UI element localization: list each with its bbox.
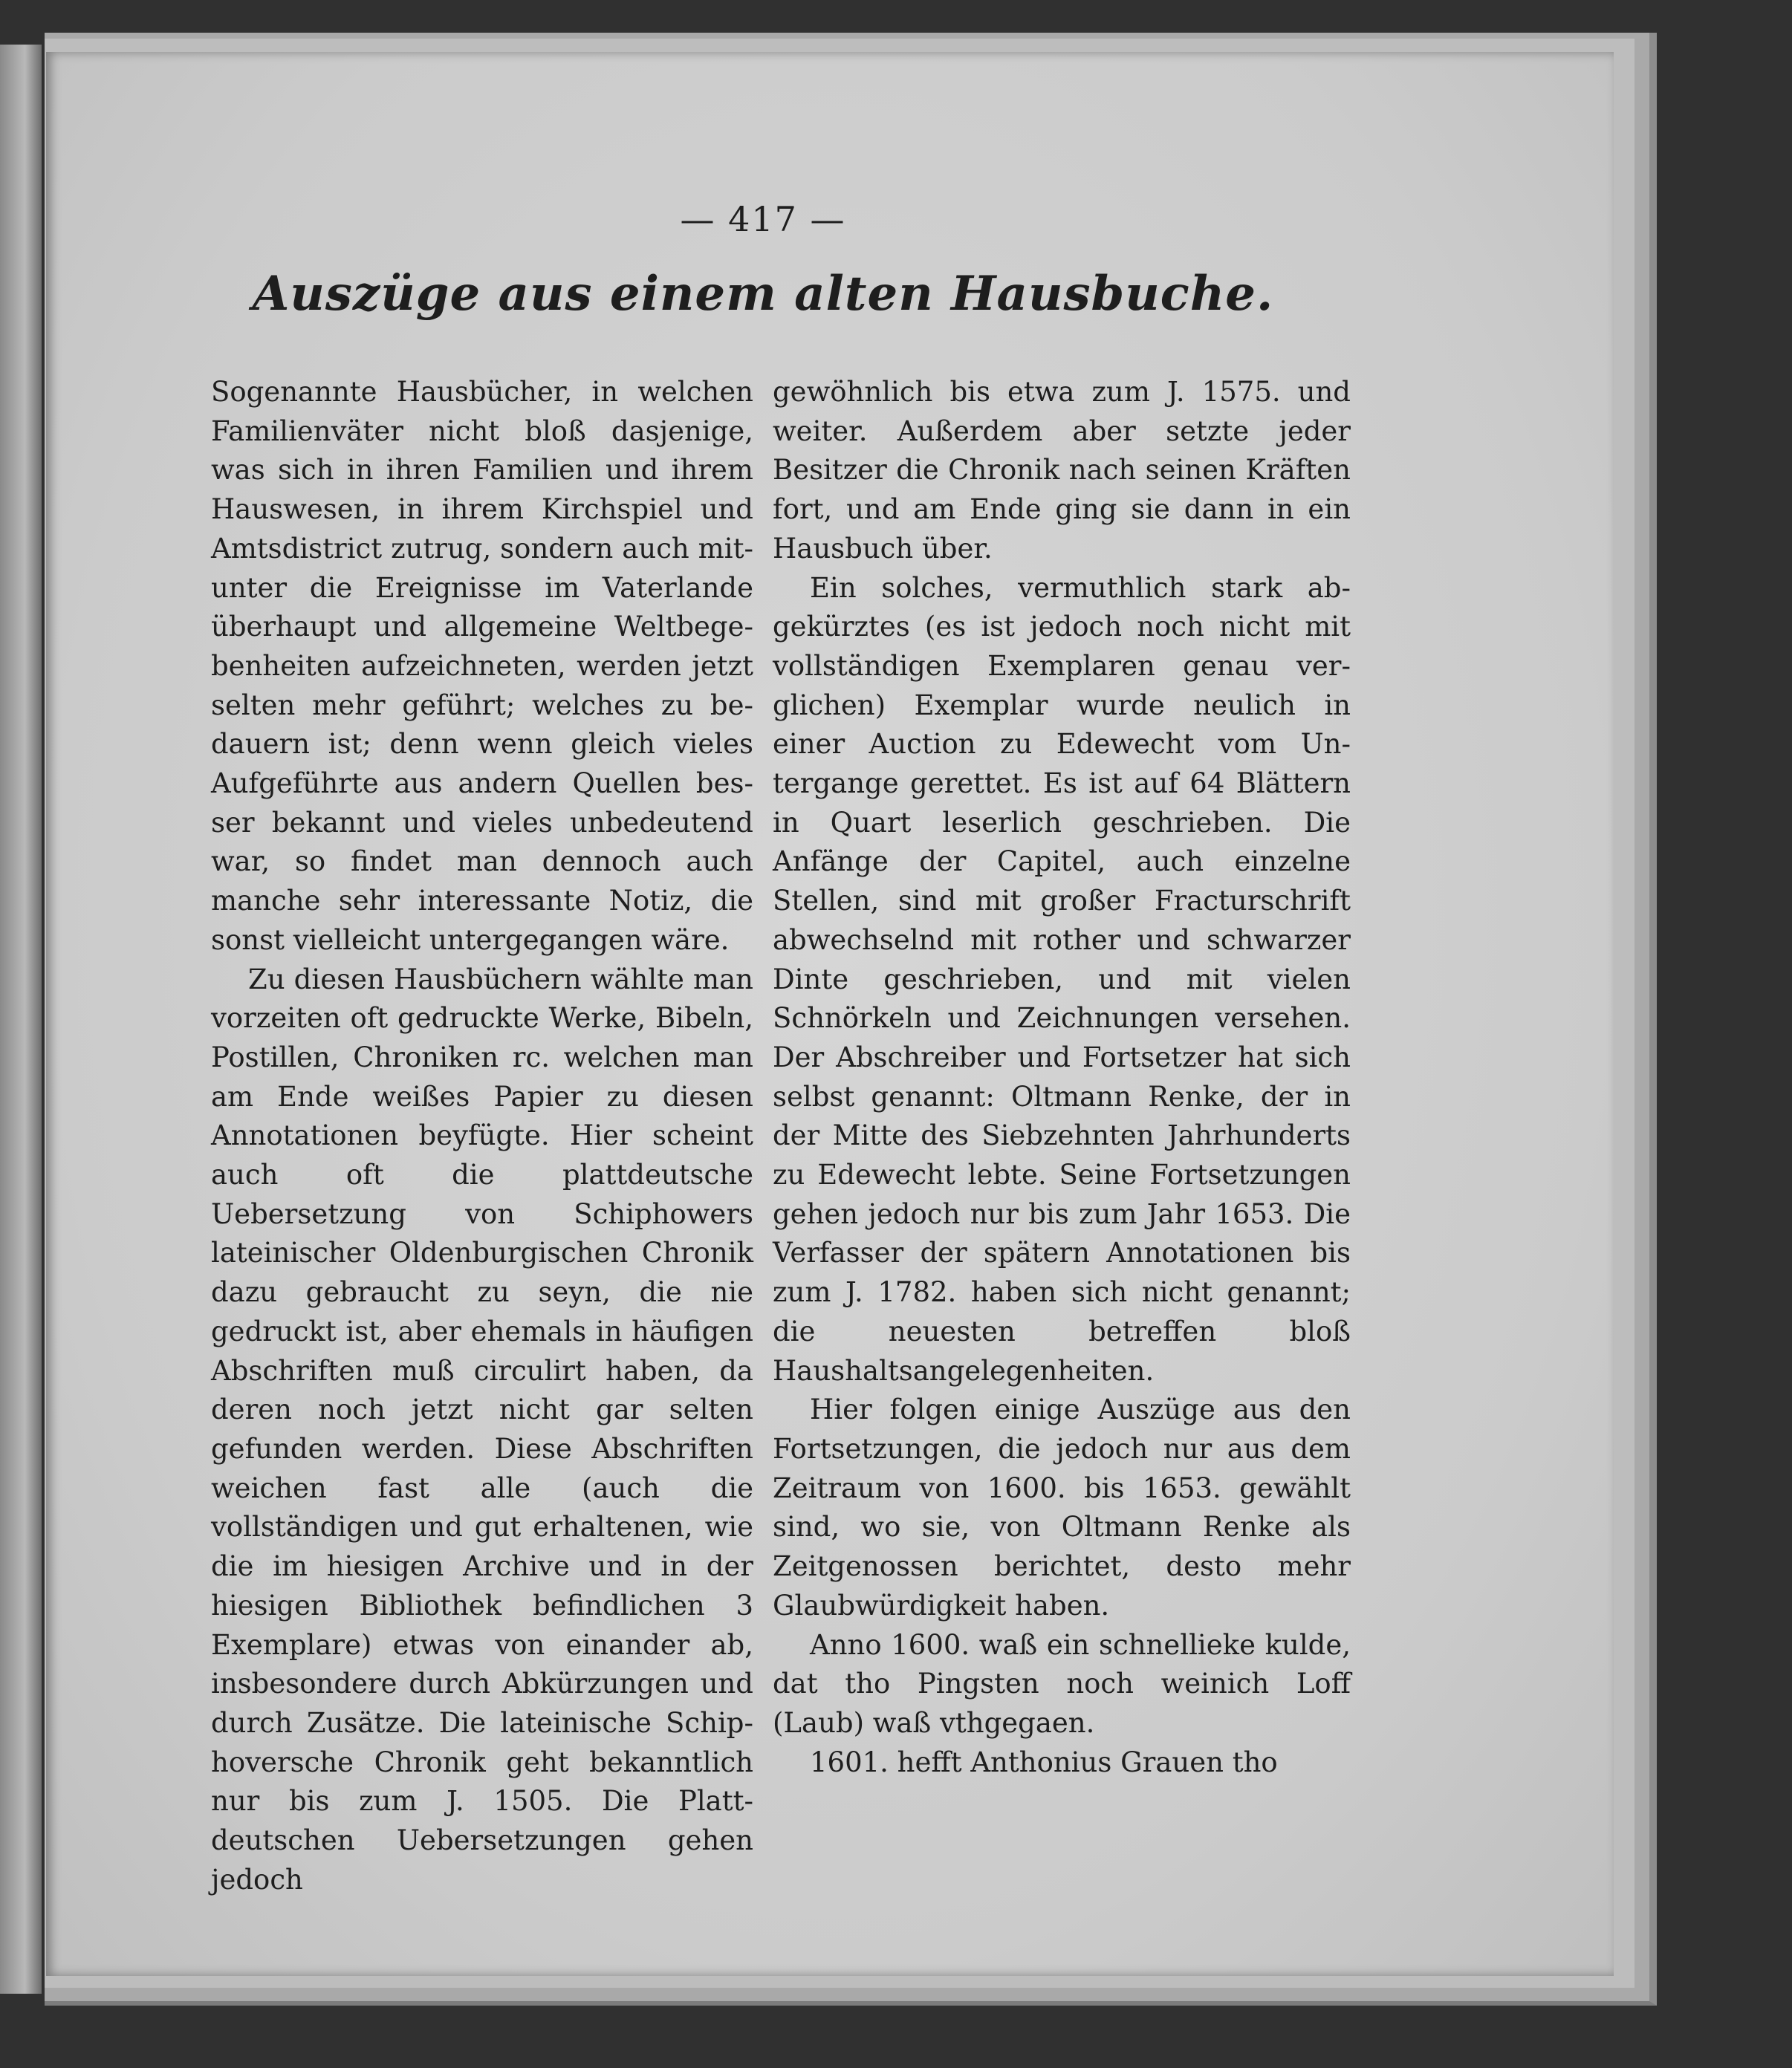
paragraph: Hier folgen einige Auszüge aus den Fortsetzungen, die jedoch nur aus dem Zeitraum von 1600. bis 1653. gewählt sind, wo sie, von Oltmann Renke als Zeitgenossen berichtet, desto mehr Glaubwürdigkeit haben. (773, 1394, 1351, 1622)
paragraph: Anno 1600. waß ein schnellieke kulde, dat tho Pingsten noch weinich Loff (Laub) waß vthgegaen. (773, 1628, 1351, 1739)
paragraph: 1601. hefft Anthonius Grauen tho (810, 1746, 1278, 1778)
paragraph: Ein solches, vermuthlich stark abgekürztes (es ist jedoch noch nicht mit vollständigen Exemplaren genau verglichen) Exemplar wurde neulich in einer Auction zu Edewecht vom Untergange gerettet. Es ist auf 64 Blättern in Quart leserlich geschrieben. Die Anfänge der Capitel, auch einzelne Stellen, sind mit großer Fracturschrift abwechselnd mit rother und schwarzer Dinte geschrieben, und mit vielen Schnörkeln und Zeichnungen versehen. Der Abschreiber und Fortsetzer hat sich selbst genannt: Oltmann Renke, der in der Mitte des Siebzehnten Jahrhunderts zu Edewecht lebte. Seine Fortsetzungen gehen jedoch nur bis zum Jahr 1653. Die Verfasser der spätern Annotationen bis zum J. 1782. haben sich nicht genannt; die neuesten betreffen bloß Haushaltsangelegenheiten. (773, 571, 1351, 1387)
page-title: Auszüge aus einem alten Hausbuche. (252, 266, 1274, 322)
right-column (773, 373, 1351, 1782)
book-page (46, 52, 1614, 1976)
page-number: — 417 — (680, 199, 846, 239)
paragraph: gewöhnlich bis etwa zum J. 1575. und weiter. Außerdem aber setzte jeder Besitzer die Chronik nach seinen Kräften fort, und am Ende ging sie dann in ein Hausbuch über. (773, 376, 1351, 565)
facing-page-edge (0, 45, 42, 1994)
paragraph: Sogenannte Hausbücher, in welchen Familienväter nicht bloß dasjenige, was sich in ihren Familien und ihrem Hauswesen, in ihrem Kirchspiel und Amtsdistrict zutrug, sondern auch mitunter die Ereignisse im Vaterlande überhaupt und allgemeine Weltbegebenheiten aufzeichneten, werden jetzt selten mehr geführt; welches zu bedauern ist; denn wenn gleich vieles Aufgeführte aus andern Quellen besser bekannt und vieles unbedeutend war, so findet man dennoch auch manche sehr interessante Notiz, die sonst vielleicht untergegangen wäre. (211, 376, 753, 956)
left-column (211, 373, 753, 1899)
paragraph: Zu diesen Hausbüchern wählte man vorzeiten oft gedruckte Werke, Bibeln, Postillen, Chroniken rc. welchen man am Ende weißes Papier zu diesen Annotationen beyfügte. Hier scheint auch oft die plattdeutsche Uebersetzung von Schiphowers lateinischer Oldenburgischen Chronik dazu gebraucht zu seyn, die nie gedruckt ist, aber ehemals in häufigen Abschriften muß circulirt haben, da deren noch jetzt nicht gar selten gefunden werden. Diese Abschriften weichen fast alle (auch die vollständigen und gut erhaltenen, wie die im hiesigen Archive und in der hiesigen Bibliothek befindlichen 3 Exemplare) etwas von einander ab, insbesondere durch Abkürzungen und durch Zusätze. Die lateinische Schiphoversche Chronik geht bekanntlich nur bis zum J. 1505. Die Plattdeutschen Uebersetzungen gehen jedoch (211, 963, 753, 1896)
